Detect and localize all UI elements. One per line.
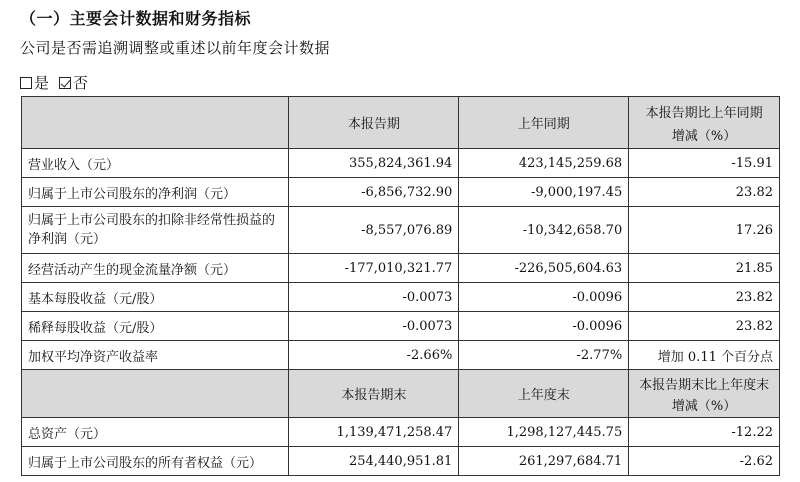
row-change-value: -2.62	[629, 447, 780, 476]
row-label: 经营活动产生的现金流量净额（元）	[22, 254, 289, 283]
row-current-value: -8,557,076.89	[289, 207, 459, 254]
row-current-value: -0.0073	[289, 283, 459, 312]
row-change-value: -15.91	[629, 149, 780, 178]
header-change-line2: 增减（%）	[671, 128, 737, 144]
section-heading: （一）主要会计数据和财务指标	[20, 9, 252, 28]
table-row	[22, 418, 780, 447]
header-blank-cell	[22, 370, 289, 418]
table-row	[22, 283, 780, 312]
row-current-value: -6,856,732.90	[289, 178, 459, 207]
row-prior-value: -10,342,658.70	[459, 207, 629, 254]
row-change-value: 23.82	[629, 312, 780, 341]
row-label: 营业收入（元）	[22, 149, 289, 178]
row-change-value: 17.26	[629, 207, 780, 254]
option-yes-label: 是	[34, 74, 50, 92]
header-blank-cell	[22, 97, 289, 149]
row-prior-value: -0.0096	[459, 283, 629, 312]
row-prior-value: -2.77%	[459, 341, 629, 370]
table-row	[22, 178, 780, 207]
table-row	[22, 341, 780, 370]
row-label: 总资产（元）	[22, 418, 289, 447]
row-current-value: 254,440,951.81	[289, 447, 459, 476]
table-row	[22, 207, 780, 254]
table-row	[22, 447, 780, 476]
header-change-percent	[629, 370, 780, 418]
option-no-label: 否	[73, 74, 89, 92]
row-prior-value: -0.0096	[459, 312, 629, 341]
row-label: 归属于上市公司股东的净利润（元）	[22, 178, 289, 207]
row-prior-value: 261,297,684.71	[459, 447, 629, 476]
header-change-line2: 增减（%）	[671, 398, 737, 414]
restatement-question: 公司是否需追溯调整或重述以前年度会计数据	[20, 39, 331, 57]
row-change-value: -12.22	[629, 418, 780, 447]
checkbox-yes-icon[interactable]	[20, 77, 32, 89]
table-header-row	[22, 97, 780, 149]
row-label: 稀释每股收益（元/股）	[22, 312, 289, 341]
row-change-value: 21.85	[629, 254, 780, 283]
header-prior-period: 上年同期	[459, 97, 629, 149]
header-change-line1: 本报告期比上年同期	[645, 105, 763, 121]
row-change-value: 23.82	[629, 283, 780, 312]
row-prior-value: -226,505,604.63	[459, 254, 629, 283]
row-label: 归属于上市公司股东的扣除非经常性损益的净利润（元）	[22, 207, 289, 254]
header-period-end: 本报告期末	[289, 370, 459, 418]
checkbox-no-checked-icon[interactable]	[59, 77, 71, 89]
row-prior-value: 423,145,259.68	[459, 149, 629, 178]
row-current-value: -2.66%	[289, 341, 459, 370]
row-current-value: -177,010,321.77	[289, 254, 459, 283]
header-prior-year-end: 上年度末	[459, 370, 629, 418]
row-current-value: 1,139,471,258.47	[289, 418, 459, 447]
row-change-value: 23.82	[629, 178, 780, 207]
table-row	[22, 149, 780, 178]
row-label: 归属于上市公司股东的所有者权益（元）	[22, 447, 289, 476]
table-row	[22, 254, 780, 283]
row-prior-value: 1,298,127,445.75	[459, 418, 629, 447]
header-current-period: 本报告期	[289, 97, 459, 149]
option-yes[interactable]	[20, 72, 49, 93]
table-row	[22, 312, 780, 341]
row-label: 基本每股收益（元/股）	[22, 283, 289, 312]
financial-indicators-table	[21, 96, 780, 476]
header-change-percent	[629, 97, 780, 149]
restatement-options	[20, 72, 98, 93]
row-current-value: -0.0073	[289, 312, 459, 341]
table-header-row-period-end	[22, 370, 780, 418]
row-label: 加权平均净资产收益率	[22, 341, 289, 370]
header-change-line1: 本报告期末比上年度末	[639, 377, 770, 393]
row-prior-value: -9,000,197.45	[459, 178, 629, 207]
row-change-value: 增加 0.11 个百分点	[629, 341, 780, 370]
row-current-value: 355,824,361.94	[289, 149, 459, 178]
option-no[interactable]	[59, 72, 88, 93]
